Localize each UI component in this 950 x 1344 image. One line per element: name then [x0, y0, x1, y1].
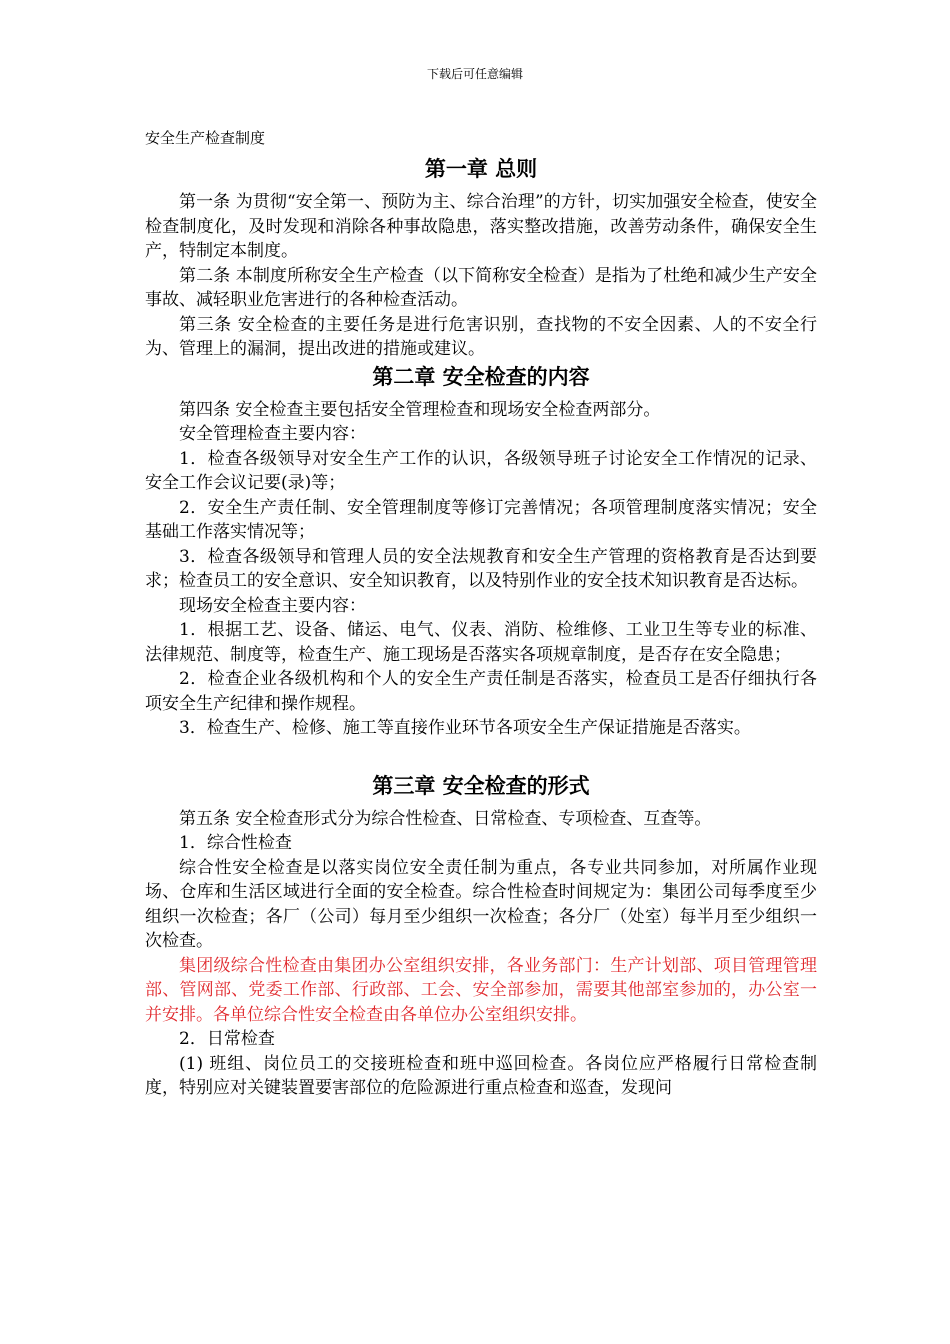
- highlighted-paragraph: 集团级综合性检查由集团办公室组织安排，各业务部门：生产计划部、项目管理管理部、管网部、党委工作部、行政部、工会、安全部参加，需要其他部室参加的，办公室一并安排。各单位综合性安全检查由各单位办公室组织安排。: [145, 955, 817, 1025]
- list-item: 1．根据工艺、设备、储运、电气、仪表、消防、检维修、工业卫生等专业的标准、法律规范、制度等，检查生产、施工现场是否落实各项规章制度，是否存在安全隐患；: [145, 620, 817, 665]
- list-item: 3．检查各级领导和管理人员的安全法规教育和安全生产管理的资格教育是否达到要求；检查员工的安全意识、安全知识教育，以及特别作业的安全技术知识教育是否达标。: [145, 546, 817, 591]
- article-paragraph: 第二条 本制度所称安全生产检查（以下简称安全检查）是指为了杜绝和减少生产安全事故、减轻职业危害进行的各种检查活动。: [145, 265, 817, 310]
- list-item: 1．检查各级领导对安全生产工作的认识，各级领导班子讨论安全工作情况的记录、安全工作会议记要(录)等；: [145, 448, 817, 493]
- section-label: 1．综合性检查: [179, 833, 292, 853]
- header-note: 下载后可任意编辑: [426, 67, 523, 81]
- chapter-3-heading: 第三章 安全检查的形式: [372, 773, 590, 798]
- article-paragraph: 第三条 安全检查的主要任务是进行危害识别，查找物的不安全因素、人的不安全行为、管理上的漏洞，提出改进的措施或建议。: [145, 314, 817, 359]
- list-item: 2．安全生产责任制、安全管理制度等修订完善情况；各项管理制度落实情况；安全基础工作落实情况等；: [145, 497, 817, 542]
- section-label: 2．日常检查: [179, 1029, 275, 1049]
- section-label: 现场安全检查主要内容：: [179, 595, 366, 616]
- chapter-2-heading: 第二章 安全检查的内容: [372, 364, 590, 389]
- article-paragraph: 第四条 安全检查主要包括安全管理检查和现场安全检查两部分。: [179, 399, 661, 420]
- chapter-1-heading: 第一章 总则: [424, 157, 538, 181]
- list-item: 3．检查生产、检修、施工等直接作业环节各项安全生产保证措施是否落实。: [179, 718, 751, 738]
- document-title: 安全生产检查制度: [145, 129, 266, 147]
- list-item: 2．检查企业各级机构和个人的安全生产责任制是否落实，检查员工是否仔细执行各项安全生产纪律和操作规程。: [145, 669, 817, 714]
- section-label: 安全管理检查主要内容：: [179, 424, 366, 444]
- article-paragraph: 第五条 安全检查形式分为综合性检查、日常检查、专项检查、互查等。: [179, 808, 712, 829]
- document-body: [145, 128, 817, 1101]
- article-paragraph: 第一条 为贯彻“安全第一、预防为主、综合治理”的方针，切实加强安全检查，使安全检查制度化，及时发现和消除各种事故隐患，落实整改措施，改善劳动条件，确保安全生产，特制定本制度。: [145, 192, 817, 261]
- article-paragraph: 综合性安全检查是以落实岗位安全责任制为重点，各专业共同参加，对所属作业现场、仓库和生活区域进行全面的安全检查。综合性检查时间规定为：集团公司每季度至少组织一次检查；各厂（公司）每月至少组织一次检查；各分厂（处室）每半月至少组织一次检查。: [145, 857, 817, 951]
- article-paragraph: (1) 班组、岗位员工的交接班检查和班中巡回检查。各岗位应严格履行日常检查制度，特别应对关键装置要害部位的危险源进行重点检查和巡查，发现问: [145, 1053, 817, 1098]
